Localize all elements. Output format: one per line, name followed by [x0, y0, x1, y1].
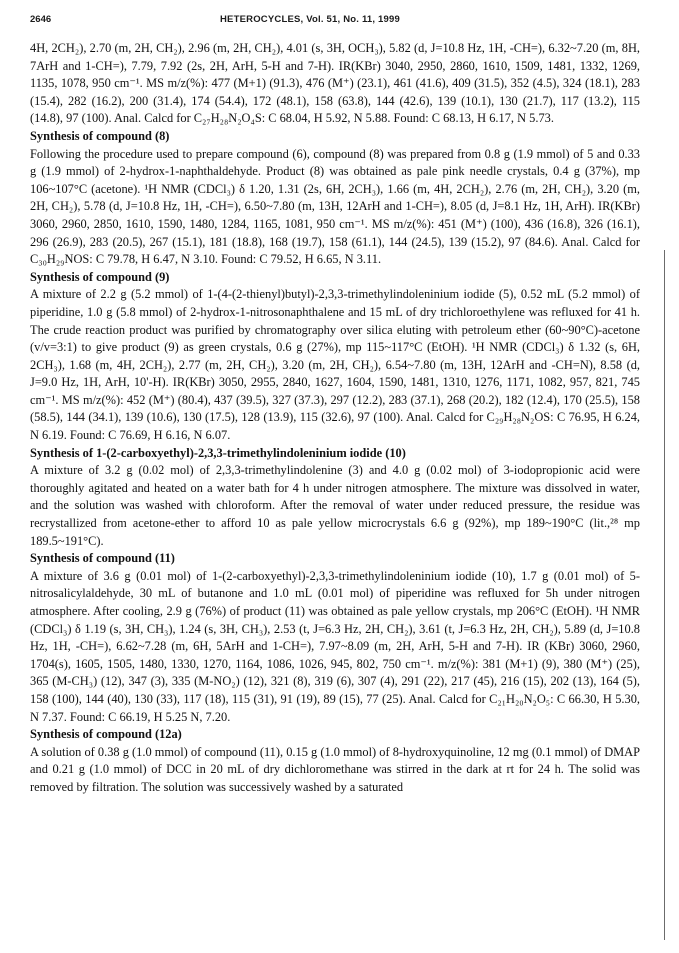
paragraph-compound-10: A mixture of 3.2 g (0.02 mol) of 2,3,3-trimethylindolenine (3) and 4.0 g (0.02 mol) of 3-iodopropionic acid were thoroughly agitated and heated on a water bath for 4 h under nitrogen atmosphere. The mixture was dissolved in water, and the solution was washed with chloroform. After the removal of water under reduced pressure, the residue was recrystallized from acetone-ether to afford 10 as pale yellow microcrystals 6.6 g (92%), mp 189~190°C (lit.,²⁸ mp 189.5~191°C).: [30, 463, 640, 548]
section-heading-compound-8: Synthesis of compound (8): [30, 128, 170, 143]
paragraph-compound-9: A mixture of 2.2 g (5.2 mmol) of 1-(4-(2-thienyl)butyl)-2,3,3-trimethylindoleninium iodide (5), 0.52 mL (5.2 mmol) of piperidine, 1.0 g (5.8 mmol) of 2-hydrox-1-nitrosonaphthalene and 15 mL of dry trichloroethylene was refluxed for 41 h. The crude reaction product was purified by chromatography over silica eluting with petroleum ether (60~90°C)-acetone (v/v=3:1) to give product (9) as green crystals, 0.6 g (27%), mp 115~117°C (EtOH). ¹H NMR (CDCl₃) δ 1.32 (s, 6H, 2CH₃), 1.68 (m, 4H, 2CH₂), 2.77 (m, 2H, CH₂), 3.20 (m, 2H, CH₂), 6.54~7.80 (m, 13H, 12ArH and -CH=N), 8.58 (d, J=9.0 Hz, 1H, ArH, 10'-H). IR(KBr) 3050, 2955, 2840, 1627, 1604, 1590, 1481, 1310, 1276, 1171, 1082, 957, 821, 745 cm⁻¹. MS m/z(%): 452 (M⁺) (80.4), 437 (39.5), 327 (37.3), 297 (12.2), 283 (37.1), 268 (20.2), 182 (12.4), 170 (25.5), 158 (58.5), 144 (34.1), 139 (10.6), 130 (17.5), 128 (13.9), 115 (32.6), 97 (100). Anal. Calcd for C₂₉H₂₈N₂OS: C 76.95, H 6.24, N 6.19. Found: C 76.69, H 6.16, N 6.07.: [30, 287, 640, 443]
section-heading-compound-10: Synthesis of 1-(2-carboxyethyl)-2,3,3-trimethylindoleninium iodide (10): [30, 445, 406, 460]
paragraph-compound-8: Following the procedure used to prepare compound (6), compound (8) was prepared from 0.8 g (1.9 mmol) of 5 and 0.33 g (1.9 mmol) of 2-hydrox-1-naphthaldehyde. Product (8) was obtained as pale pink needle crystals, 0.4 g (37%), mp 106~107°C (acetone). ¹H NMR (CDCl₃) δ 1.20, 1.31 (2s, 6H, 2CH₃), 1.66 (m, 4H, 2CH₂), 2.76 (m, 2H, CH₂), 3.20 (m, 2H, CH₂), 5.78 (d, J=10.8 Hz, 1H, -CH=), 6.50~7.80 (m, 13H, 12ArH and 1-CH=), 8.05 (d, J=8.1 Hz, 1H, ArH). IR(KBr) 3060, 2960, 2850, 1610, 1590, 1480, 1284, 1165, 1081, 950 cm⁻¹. MS m/z(%): 451 (M⁺) (100), 436 (16.8), 326 (16.1), 296 (26.9), 283 (20.5), 267 (15.1), 181 (18.8), 168 (19.7), 158 (61.1), 144 (24.5), 139 (15.2), 97 (84.6). Anal. Calcd for C₃₀H₂₉NOS: C 79.78, H 6.47, N 3.10. Found: C 79.52, H 6.65, N 3.11.: [30, 146, 640, 267]
section-heading-compound-12a: Synthesis of compound (12a): [30, 727, 182, 742]
paragraph-compound-12a: A solution of 0.38 g (1.0 mmol) of compound (11), 0.15 g (1.0 mmol) of 8-hydroxyquinoline, 12 mg (0.1 mmol) of DMAP and 0.21 g (1.0 mmol) of DCC in 20 mL of dry dichloromethane was stirred in the dark at rt for 24 h. The solid was removed by filtration. The solution was successively washed by a saturated: [30, 744, 640, 794]
running-header: [30, 14, 590, 28]
section-heading-compound-11: Synthesis of compound (11): [30, 551, 175, 566]
body-text: [30, 40, 640, 797]
page-number: 2646: [30, 14, 52, 25]
section-heading-compound-9: Synthesis of compound (9): [30, 269, 170, 284]
paragraph-compound-11: A mixture of 3.6 g (0.01 mol) of 1-(2-carboxyethyl)-2,3,3-trimethylindoleninium iodide (10), 1.7 g (0.01 mol) of 5-nitrosalicylaldehyde, 30 mL of butanone and 1.0 mL (0.01 mol) of piperidine was refluxed for 5h under nitrogen atmosphere. After cooling, 2.9 g (76%) of product (11) was obtained as pale yellow crystals, mp 206°C (EtOH). ¹H NMR (CDCl₃) δ 1.19 (s, 3H, CH₃), 1.24 (s, 3H, CH₃), 2.53 (t, J=6.3 Hz, 2H, CH₂), 3.61 (t, J=6.3 Hz, 2H, CH₂), 5.89 (d, J=10.8 Hz, 1H, -CH=), 6.62~7.28 (m, 6H, 5ArH and 1-CH=), 7.97~8.09 (m, 2H, ArH, 5-H and 7-H). IR (KBr) 3060, 2960, 1704(s), 1605, 1505, 1480, 1330, 1270, 1164, 1086, 1026, 945, 802, 750 cm⁻¹. m/z(%): 381 (M+1) (9), 380 (M⁺) (25), 365 (M-CH₃) (12), 347 (3), 335 (M-NO₂) (12), 321 (8), 319 (6), 307 (4), 291 (22), 217 (45), 216 (15), 202 (13), 164 (5), 158 (100), 144 (40), 130 (33), 117 (18), 115 (31), 91 (19), 89 (15), 77 (25). Anal. Calcd for C₂₁H₂₀N₂O₅: C 66.30, H 5.30, N 7.37. Found: C 66.19, H 5.25 N, 7.20.: [30, 568, 640, 724]
paragraph-compound-7-data: 4H, 2CH₂), 2.70 (m, 2H, CH₂), 2.96 (m, 2H, CH₂), 4.01 (s, 3H, OCH₃), 5.82 (d, J=10.8 Hz, 1H, -CH=), 6.32~7.20 (m, 8H, 7ArH and 1-CH=), 7.79, 7.92 (2s, 2H, ArH, 5-H and 7-H). IR(KBr) 3040, 2950, 2860, 1610, 1509, 1481, 1332, 1269, 1135, 1078, 950 cm⁻¹. MS m/z(%): 477 (M+1) (91.3), 476 (M⁺) (23.1), 461 (41.6), 409 (31.5), 352 (4.5), 324 (18.1), 283 (15.4), 282 (16.2), 200 (31.4), 174 (54.4), 172 (48.1), 158 (63.8), 144 (42.6), 139 (10.1), 130 (21.7), 117 (13.2), 115 (14.8), 97 (100). Anal. Calcd for C₂₇H₂₈N₂O₄S: C 68.04, H 5.92, N 5.88. Found: C 68.13, H 6.17, N 5.73.: [30, 41, 640, 126]
scan-edge-line: [664, 250, 665, 940]
journal-citation: HETEROCYCLES, Vol. 51, No. 11, 1999: [220, 14, 400, 25]
